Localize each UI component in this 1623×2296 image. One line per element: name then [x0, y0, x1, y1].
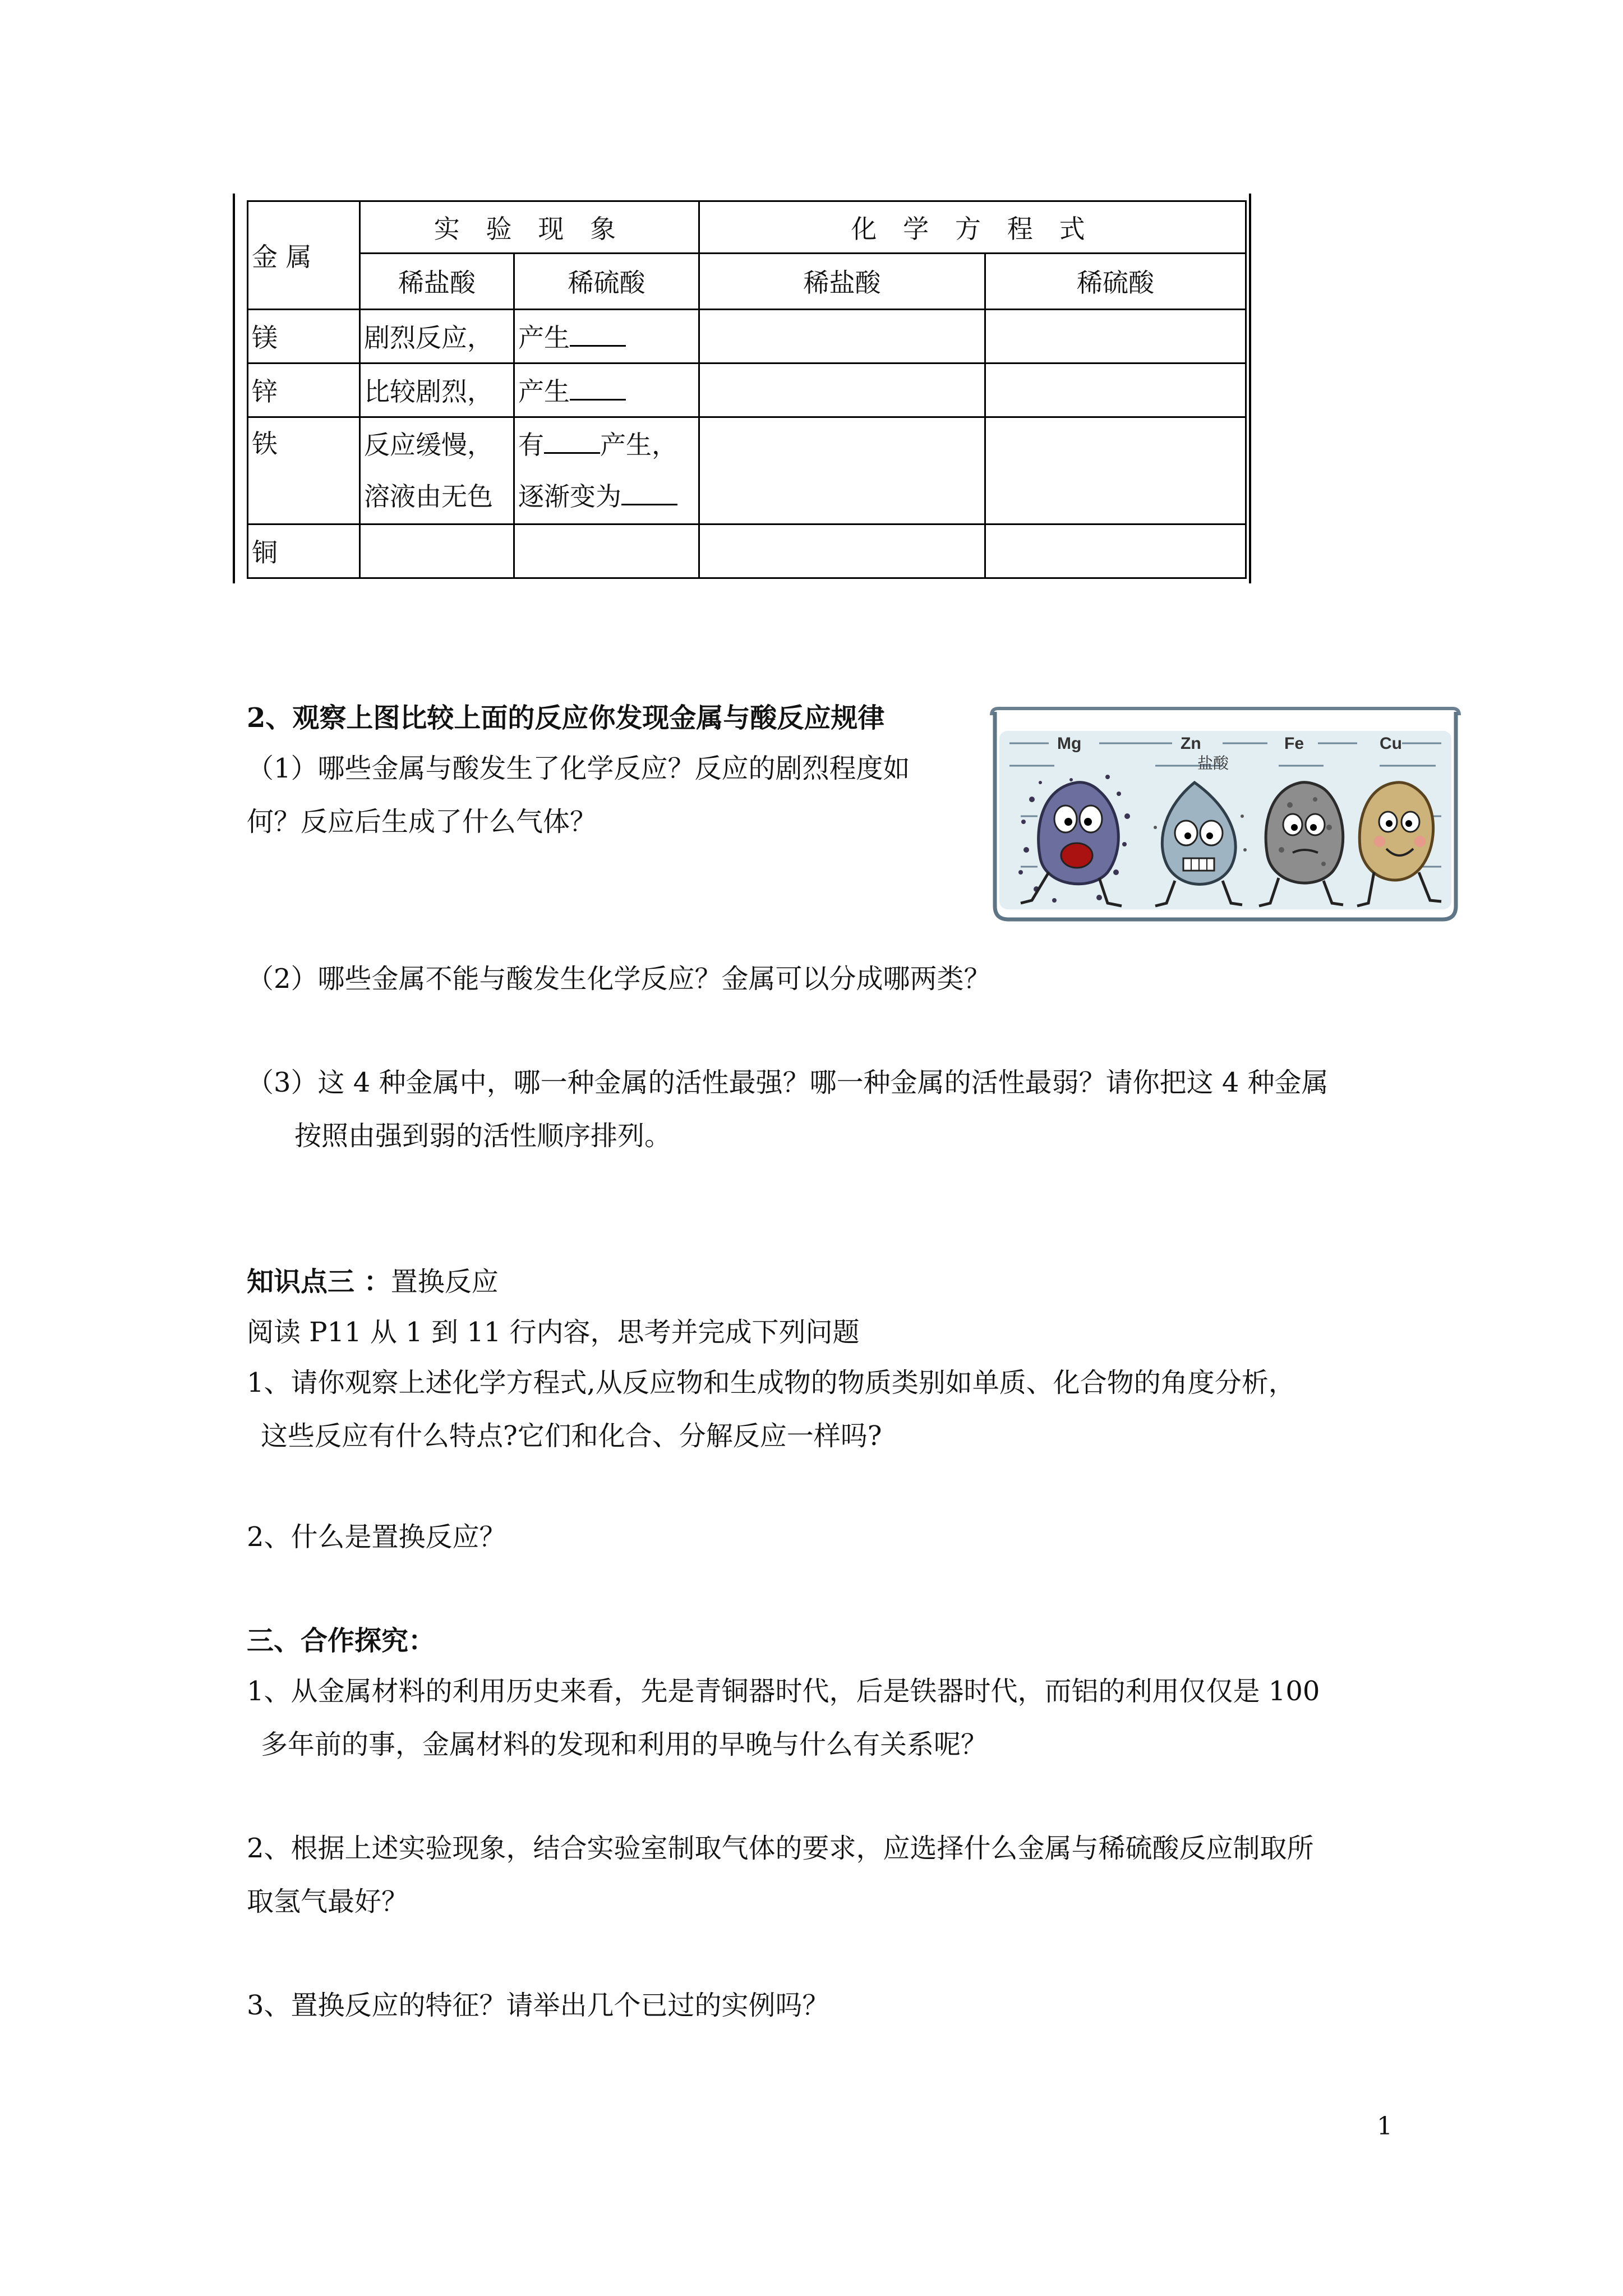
hcl-phenomenon-cell	[360, 417, 514, 524]
hcl-phenomenon-line-2: 溶液由无色	[364, 481, 493, 512]
table-row	[248, 524, 1246, 578]
table-row	[248, 309, 1246, 363]
subheader-dilute-hcl-equation: 稀盐酸	[699, 254, 985, 309]
label-mg: Mg	[1057, 734, 1082, 753]
section-3-question-2-line2: 取氢气最好？	[247, 1886, 409, 1917]
fill-in-blank	[570, 398, 626, 401]
label-fe: Fe	[1284, 734, 1304, 753]
knowledge-point-3-heading	[247, 1265, 499, 1299]
knowledge-point-3-topic: 置换反应	[390, 1266, 499, 1297]
h2so4-phenomenon-cell	[514, 524, 699, 578]
fill-in-blank	[621, 503, 677, 505]
hcl-phenomenon-line-1: 反应缓慢，	[364, 429, 493, 460]
h2so4-phenomenon-cell	[514, 417, 699, 524]
label-hydrochloric-acid: 盐酸	[1197, 754, 1229, 772]
table-row	[248, 363, 1246, 417]
question-2-sub2: （2）哪些金属不能与酸发生化学反应？金属可以分成哪两类？	[247, 963, 991, 995]
h2so4-equation-cell	[985, 363, 1246, 417]
section-3-question-1-line1: 1、从金属材料的利用历史来看，先是青铜器时代，后是铁器时代，而铝的利用仅仅是 100	[247, 1676, 1320, 1707]
hcl-phenomenon-cell	[360, 524, 514, 578]
subheader-dilute-h2so4-equation: 稀硫酸	[985, 254, 1246, 309]
hcl-phenomenon-cell: 比较剧烈，	[360, 363, 514, 417]
h2so4-phenomenon-line-1	[518, 419, 695, 471]
hcl-equation-cell	[699, 309, 985, 363]
question-2-sub1-line2: 何？反应后生成了什么气体？	[247, 806, 597, 838]
section-3-question-3: 3、置换反应的特征？请举出几个已过的实例吗？	[247, 1990, 829, 2021]
metals-in-acid-illustration	[987, 704, 1464, 928]
h2so4-phenomenon-text: 产生	[518, 323, 570, 353]
hcl-equation-cell	[699, 524, 985, 578]
h2so4-equation-cell	[985, 417, 1246, 524]
header-chemical-equation: 化 学 方 程 式	[699, 201, 1246, 254]
h2so4-line1-prefix: 有	[518, 429, 544, 460]
metal-name-cell: 铜	[248, 524, 360, 578]
h2so4-phenomenon-cell	[514, 309, 699, 363]
reading-instruction: 阅读 P11 从 1 到 11 行内容，思考并完成下列问题	[247, 1317, 860, 1348]
table-row	[248, 417, 1246, 524]
section-3-question-2-line1: 2、根据上述实验现象，结合实验室制取气体的要求，应选择什么金属与稀硫酸反应制取所	[247, 1833, 1314, 1864]
page-number: 1	[1377, 2112, 1393, 2141]
table-corner-header: 金 属	[248, 201, 360, 310]
question-2-title: 2、观察上图比较上面的反应你发现金属与酸反应规律	[247, 702, 885, 734]
h2so4-line2-text: 逐渐变为	[518, 481, 621, 512]
hcl-equation-cell	[699, 363, 985, 417]
section-3-question-1-line2: 多年前的事，金属材料的发现和利用的早晚与什么有关系呢？	[261, 1729, 988, 1760]
question-2-sub3-line2: 按照由强到弱的活性顺序排列。	[294, 1120, 672, 1152]
h2so4-line1-suffix: 产生，	[600, 429, 677, 460]
fill-in-blank	[544, 452, 600, 454]
kp3-question-1-line2: 这些反应有什么特点?它们和化合、分解反应一样吗?	[261, 1420, 882, 1452]
header-experiment-phenomenon: 实 验 现 象	[360, 201, 699, 254]
subheader-dilute-h2so4-phenomenon: 稀硫酸	[514, 254, 699, 309]
h2so4-phenomenon-text: 产生	[518, 376, 570, 407]
metal-name-cell: 锌	[248, 363, 360, 417]
section-3-heading: 三、合作探究：	[247, 1625, 436, 1657]
hcl-equation-cell	[699, 417, 985, 524]
h2so4-equation-cell	[985, 309, 1246, 363]
question-2-sub1-line1: （1）哪些金属与酸发生了化学反应？反应的剧烈程度如	[247, 753, 910, 784]
hcl-phenomenon-cell: 剧烈反应，	[360, 309, 514, 363]
label-cu: Cu	[1380, 734, 1402, 753]
kp3-question-2: 2、什么是置换反应？	[247, 1521, 506, 1553]
table-frame-left-border	[233, 194, 235, 583]
subheader-dilute-hcl-phenomenon: 稀盐酸	[360, 254, 514, 309]
h2so4-phenomenon-line-2	[518, 471, 695, 522]
metal-name-cell: 铁	[248, 417, 360, 524]
fill-in-blank	[570, 344, 626, 347]
h2so4-phenomenon-cell	[514, 363, 699, 417]
knowledge-point-3-label: 知识点三 ：	[247, 1266, 391, 1297]
label-zn: Zn	[1181, 734, 1201, 753]
question-2-sub3-line1: （3）这 4 种金属中，哪一种金属的活性最强？哪一种金属的活性最弱？请你把这 4 种金属	[247, 1067, 1329, 1098]
table-frame-right-border	[1249, 194, 1251, 583]
kp3-question-1-line1: 1、请你观察上述化学方程式,从反应物和生成物的物质类别如单质、化合物的角度分析，	[247, 1367, 1295, 1398]
reaction-table-frame	[233, 194, 1253, 583]
metal-name-cell: 镁	[248, 309, 360, 363]
h2so4-equation-cell	[985, 524, 1246, 578]
metal-acid-reaction-table	[247, 200, 1247, 579]
